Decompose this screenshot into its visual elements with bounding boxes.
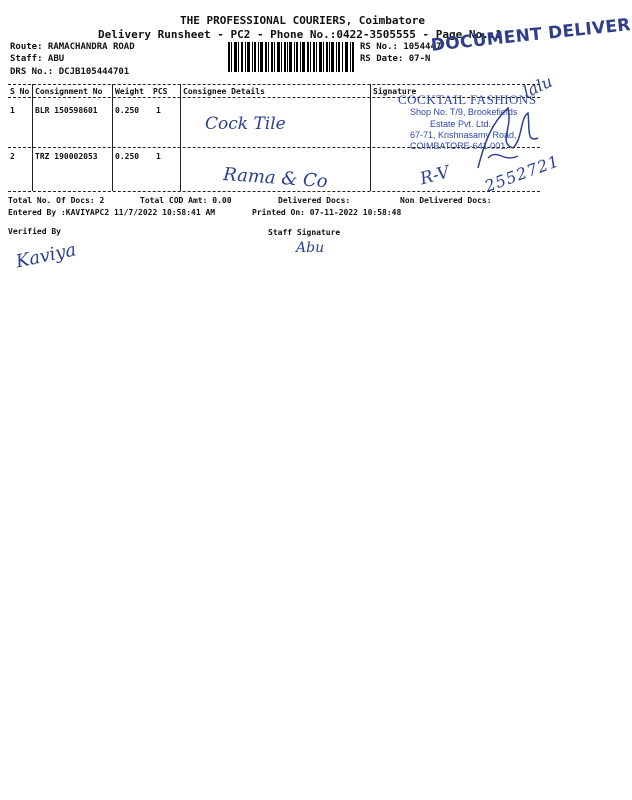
header-sno: S No — [10, 87, 30, 96]
staff-signature-label: Staff Signature — [268, 228, 341, 237]
shop-stamp-line: COIMBATORE-641 001. — [410, 141, 508, 151]
row-consignment: BLR 150598601 — [35, 106, 98, 115]
drs-number: DRS No.: DCJB105444701 — [10, 67, 130, 77]
company-title: THE PROFESSIONAL COURIERS, Coimbatore — [180, 14, 426, 27]
signature-mark: R-V — [418, 162, 452, 190]
shop-stamp-line: 67-71, Krishnasamy Road, — [410, 130, 517, 140]
entered-by: Entered By :KAVIYAPC2 11/7/2022 10:58:41 AM — [8, 208, 216, 217]
barcode — [228, 42, 354, 72]
total-docs: Total No. Of Docs: 2 — [8, 196, 105, 205]
runsheet-subtitle: Delivery Runsheet - PC2 - Phone No.:0422-3505555 - Page No.:1 — [98, 28, 502, 41]
signature-number: 2552721 — [482, 151, 563, 196]
consignee-handwriting: Rama & Co — [222, 164, 329, 193]
header-consignee: Consignee Details — [183, 87, 265, 96]
row-pcs: 1 — [156, 152, 161, 161]
table-bottom-rule — [8, 191, 540, 192]
col-divider — [112, 84, 113, 191]
rs-number: RS No.: 1054447 — [360, 42, 442, 52]
signature-scribble: lalu — [520, 71, 556, 102]
document-delivered-stamp: DOCUMENT DELIVER — [430, 15, 632, 56]
row-sno: 2 — [10, 152, 15, 161]
route-label: Route: RAMACHANDRA ROAD — [10, 42, 135, 52]
rs-date: RS Date: 07-N — [360, 54, 431, 64]
row-sno: 1 — [10, 106, 15, 115]
staff-label: Staff: ABU — [10, 54, 65, 64]
shop-stamp-line: Shop No. T/9, Brookefields — [410, 107, 518, 117]
table-top-rule — [8, 84, 540, 85]
header-signature: Signature — [373, 87, 417, 96]
verified-signature: Kaviya — [14, 239, 79, 273]
row-consignment: TRZ 190002053 — [35, 152, 98, 161]
non-delivered-docs: Non Delivered Docs: — [400, 196, 492, 205]
header-weight: Weight — [115, 87, 144, 96]
col-divider — [32, 84, 33, 191]
row-weight: 0.250 — [115, 152, 140, 161]
shop-stamp-line: Estate Pvt. Ltd., — [430, 119, 494, 129]
header-consignment: Consignment No — [35, 87, 103, 96]
shop-stamp-name: COCKTAIL FASHIONS — [398, 92, 537, 107]
delivered-docs: Delivered Docs: — [278, 196, 351, 205]
col-divider — [180, 84, 181, 191]
consignee-handwriting: Cock Tile — [205, 114, 286, 134]
row-weight: 0.250 — [115, 106, 140, 115]
printed-on: Printed On: 07-11-2022 10:58:48 — [252, 208, 402, 217]
verified-by-label: Verified By — [8, 227, 61, 236]
total-cod: Total COD Amt: 0.00 — [140, 196, 232, 205]
row-pcs: 1 — [156, 106, 161, 115]
staff-signature: Abu — [296, 240, 325, 256]
header-pcs: PCS — [153, 87, 168, 96]
col-divider — [370, 84, 371, 191]
